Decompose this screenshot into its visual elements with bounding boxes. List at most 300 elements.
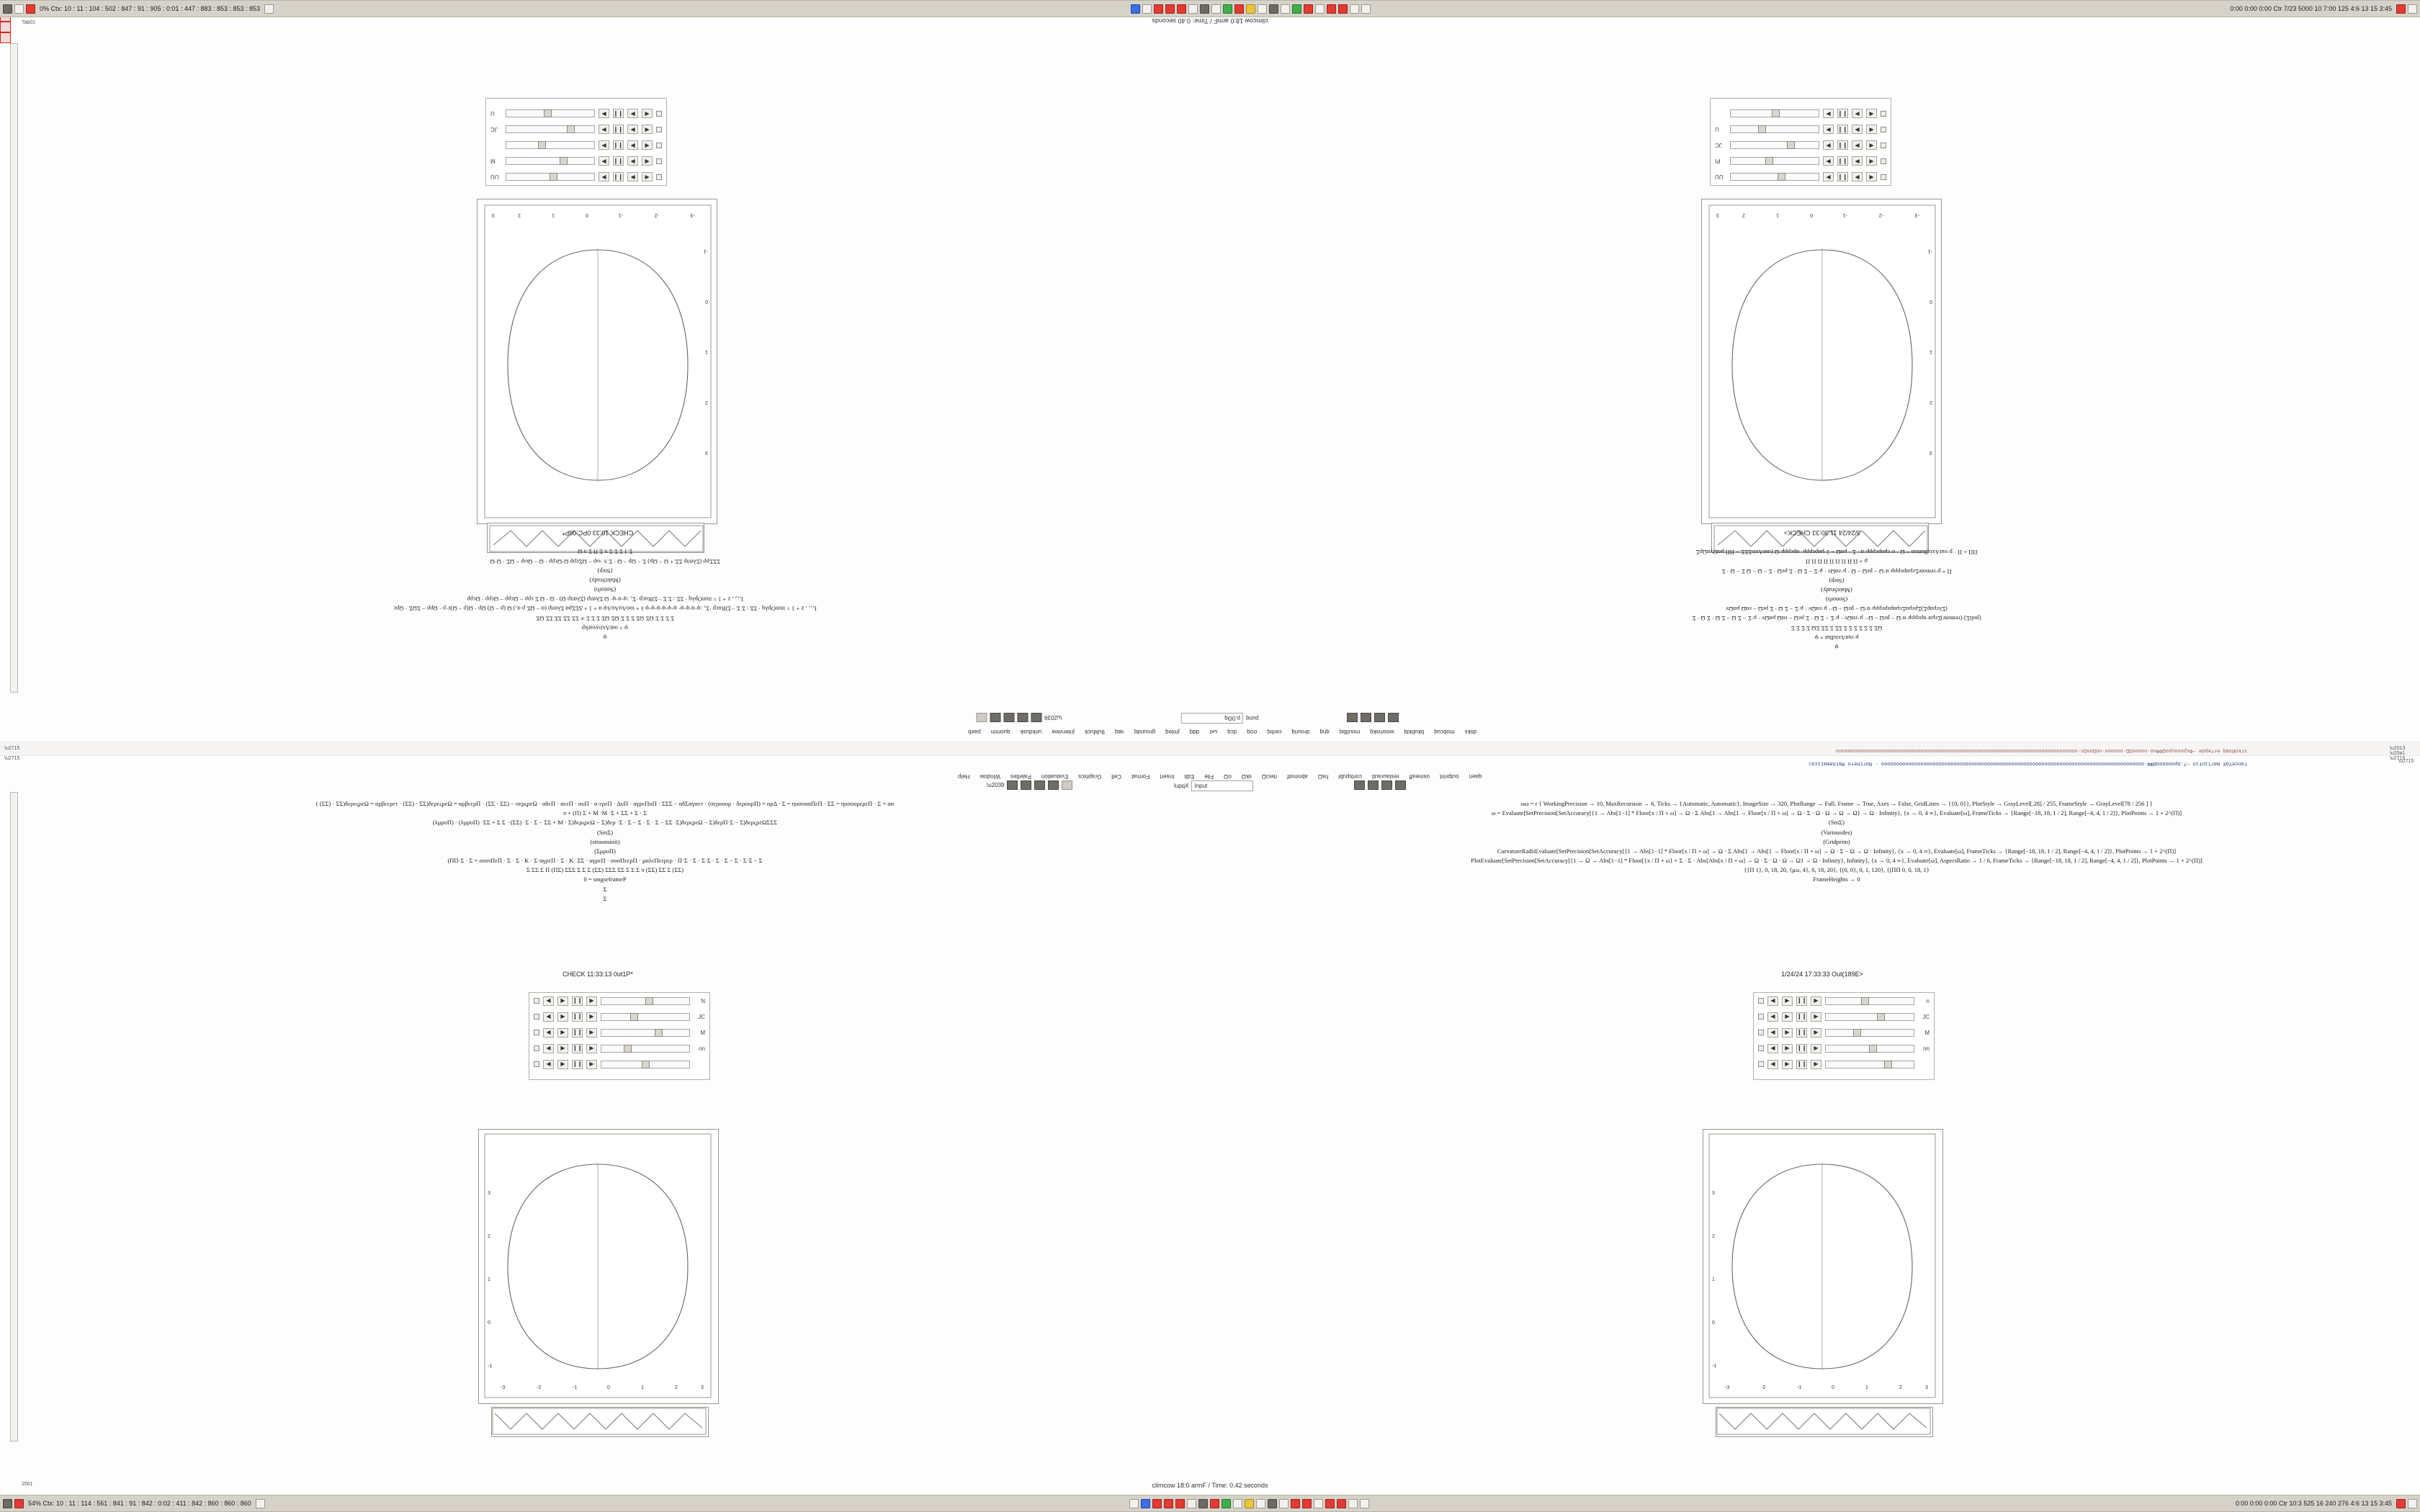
slider-row[interactable] [1754,1040,1934,1056]
math-line: (λμρυΠ) · (λμρυΠ) ·ΣΣ + Σ Σ · (ΣΣ) ·Σ · Σ − ΣΣ + Μ · Σ)δερςρεΩ − Σ)δερ ·Σ · Σ − Σ · Σ · Σ − ΣΣ ·Σ)δερςρεΩ − Σ)δερΠ·Σ − Σ)δερςρεΩΣΣΣ [432,819,778,827]
toolbar-cell[interactable] [1003,713,1014,722]
app-icon-14[interactable] [1281,4,1290,14]
arrow-left-icon[interactable]: ◀ [1866,141,1877,150]
pause-icon[interactable]: ❙❙ [1796,996,1807,1006]
pause-icon[interactable]: ❙❙ [572,1044,583,1053]
slider-track[interactable] [601,1061,690,1068]
menu-item[interactable]: moutlbq [1339,729,1361,735]
slider-row[interactable] [1711,153,1891,169]
arrow-left-icon[interactable]: ◀ [543,1028,554,1038]
menu-item[interactable]: hsΩ [1317,773,1329,780]
app-icon-17[interactable] [1315,4,1325,14]
app-icon-11[interactable] [1246,4,1255,14]
menu-item[interactable]: Edit [1184,773,1195,780]
pause-icon[interactable]: ❙❙ [1796,1028,1807,1038]
play-reverse-icon[interactable]: ▶ [627,125,638,135]
arrow-left-icon[interactable]: ◀ [642,173,653,182]
plot-bottom-right-strip[interactable] [1716,1407,1933,1437]
app-icon-20[interactable] [1348,1499,1358,1508]
menu-item[interactable]: Window [980,773,1000,780]
caption-bottom-right: 1/24/24 17:33:33 Out(189E> [1781,971,1863,978]
play-reverse-icon[interactable]: ▶ [1782,1028,1793,1038]
menu-item[interactable]: 9uMuck [1084,729,1105,735]
arrow-left-icon[interactable]: ◀ [543,1060,554,1069]
play-reverse-icon[interactable]: ▶ [557,1012,568,1022]
menu-strip-upper-1[interactable] [958,729,1476,735]
slider-row[interactable] [486,106,666,122]
menu-strip-upper-2[interactable] [958,773,1482,780]
step-icon[interactable]: ▶ [586,996,597,1006]
plot-bottom-left-strip[interactable] [491,1407,709,1437]
slider-row[interactable] [486,138,666,153]
bottom-left-icons[interactable] [0,1495,268,1511]
app-icon-21[interactable] [1360,1499,1369,1508]
slider-track[interactable] [1730,174,1819,181]
slider-track[interactable] [1730,126,1819,134]
play-reverse-icon[interactable]: ▶ [627,173,638,182]
bottom-system-bar[interactable] [0,1495,2420,1512]
menu-item[interactable]: qnq [1319,729,1330,735]
step-icon[interactable]: ▶ [586,1044,597,1053]
math-line: (SmΣ) [1829,819,1845,827]
step-icon[interactable]: ▶ [1811,1028,1821,1038]
drag-handle-icon[interactable] [656,158,662,164]
pause-icon[interactable]: ❙❙ [572,1012,583,1022]
mid-toolbar-upper-right[interactable] [1347,713,1399,722]
pause-icon[interactable]: ❙❙ [1796,1060,1807,1069]
top-system-bar[interactable] [0,0,2420,17]
pause-icon[interactable]: ❙❙ [572,1028,583,1038]
pause-icon[interactable]: ❙❙ [1796,1012,1807,1022]
menu-item[interactable]: jnterview [1052,729,1075,735]
toolbar-cell[interactable] [1388,713,1399,722]
play-reverse-icon[interactable]: ▶ [1852,173,1863,182]
top-left-icons[interactable] [0,1,277,17]
slider-track[interactable] [1825,997,1914,1005]
arrow-left-icon[interactable]: ◀ [1767,1044,1778,1053]
menu-item[interactable]: Format [1131,773,1150,780]
drag-handle-icon[interactable] [534,1030,539,1035]
slider-track[interactable] [1730,158,1819,166]
arrow-left-icon[interactable]: ◀ [642,141,653,150]
slider-track[interactable] [601,1045,690,1053]
app-icon-4[interactable] [1164,1499,1173,1508]
menu-item[interactable]: quomm [990,729,1010,735]
drag-handle-icon[interactable] [1758,1030,1764,1035]
menu-item[interactable]: drouriq [1291,729,1310,735]
menu-item[interactable]: bkubklq [1404,729,1425,735]
drag-handle-icon[interactable] [1881,127,1886,132]
slider-row[interactable] [1711,138,1891,153]
drag-handle-icon[interactable] [656,174,662,180]
slider-row[interactable] [529,1025,709,1040]
app-icon-1[interactable] [1129,1499,1139,1508]
mid-input-upper[interactable] [1181,713,1259,724]
plot-bottom-left[interactable] [478,1129,719,1404]
window-divider[interactable] [0,742,2420,756]
app-icon-3[interactable] [1152,1499,1162,1508]
toolbar-cell[interactable] [1361,713,1371,722]
toolbar-cell[interactable] [1048,780,1059,790]
slider-panel-bottom-right[interactable] [1753,992,1935,1080]
play-reverse-icon[interactable]: ▶ [627,157,638,166]
arrow-left-icon[interactable]: ◀ [1767,1012,1778,1022]
menu-item[interactable]: cortspubl [1338,773,1362,780]
toolbar-cell[interactable] [990,713,1000,722]
step-icon[interactable]: ▶ [1811,1044,1821,1053]
record-icon[interactable] [14,1499,24,1508]
app-icon-19[interactable] [1338,4,1348,14]
app-icon-11[interactable] [1245,1499,1254,1508]
bottom-left-tab-label[interactable]: 2501 [22,1482,33,1487]
slider-label: JC [1922,1013,1930,1020]
close-icon-left-2[interactable]: \u2715 [4,756,20,761]
top-right-status[interactable] [2225,1,2420,17]
pause-icon[interactable]: ❙❙ [613,157,624,166]
toolbar-cell[interactable] [1007,780,1018,790]
app-icon-18[interactable] [1325,1499,1335,1508]
pause-icon[interactable]: ❙❙ [613,173,624,182]
app-icon-10[interactable] [1233,1499,1242,1508]
menu-item[interactable]: dsks [1464,729,1477,735]
arrow-left-icon[interactable]: ◀ [642,109,653,119]
pause-icon[interactable]: ❙❙ [572,1060,583,1069]
drag-handle-icon[interactable] [1881,111,1886,117]
slider-track[interactable] [1825,1061,1914,1068]
pause-icon[interactable]: ❙❙ [1837,141,1848,150]
app-icon-13[interactable] [1269,4,1278,14]
play-reverse-icon[interactable]: ▶ [627,141,638,150]
pause-icon[interactable]: ❙❙ [613,125,624,135]
toolbar-cell[interactable] [1354,780,1365,790]
menu-item[interactable]: abnmotf [1287,773,1308,780]
battery-icon[interactable] [2396,4,2406,14]
bottom-right-status[interactable] [2231,1495,2420,1511]
menu-item[interactable]: unkdusk [1020,729,1042,735]
folder-icon[interactable] [14,4,24,14]
menu-item[interactable]: skΩ [1241,773,1252,780]
slider-track[interactable] [601,1013,690,1021]
slider-row[interactable] [529,1040,709,1056]
step-icon[interactable]: ▶ [1823,109,1834,119]
app-icon-9[interactable] [1222,1499,1231,1508]
step-icon[interactable]: ▶ [1823,141,1834,150]
step-icon[interactable]: ▶ [1823,125,1834,135]
app-icon-1[interactable] [1131,4,1140,14]
top-center-toolbar[interactable] [1128,1,1373,17]
arrow-left-icon[interactable]: ◀ [543,1044,554,1053]
play-reverse-icon[interactable]: ▶ [1852,109,1863,119]
menu-item[interactable]: dcq [1227,729,1237,735]
app-icon-10[interactable] [1234,4,1244,14]
svg-text:-3: -3 [1914,212,1919,217]
app-icon-12[interactable] [1258,4,1267,14]
menu-item[interactable]: mobcuq [1434,729,1455,735]
slider-panel-top-left[interactable] [485,98,667,186]
drag-handle-icon[interactable] [534,1014,539,1020]
toolbar-cell[interactable] [1031,713,1041,722]
app-icon-8[interactable] [1210,1499,1219,1508]
app-icon-8[interactable] [1211,4,1221,14]
toolbar-cell[interactable] [1381,780,1392,790]
drag-handle-icon[interactable] [1881,174,1886,180]
toolbar-cell[interactable] [1347,713,1358,722]
toolbar-cell[interactable] [1017,713,1028,722]
top-right-clock: 0:00 0:00 0:00 Ctr 7/23 5000 10 7:00 125 4:6 13 15 3:45 [2230,5,2392,12]
play-reverse-icon[interactable]: ▶ [1852,157,1863,166]
slider-row[interactable] [486,122,666,138]
drag-handle-icon[interactable] [1758,1045,1764,1051]
app-icon-6[interactable] [1187,1499,1196,1508]
step-icon[interactable]: ▶ [1823,173,1834,182]
left-rail-bottom[interactable] [10,792,18,1441]
menu-item[interactable]: jmteq [1165,729,1180,735]
slider-track[interactable] [1825,1013,1914,1021]
toolbar-cell[interactable] [1395,780,1406,790]
page-icon[interactable] [256,1499,265,1508]
toolbar-cell[interactable] [1021,780,1031,790]
app-icon-16[interactable] [1302,1499,1312,1508]
step-icon[interactable]: ▶ [599,157,609,166]
slider-row[interactable] [1711,106,1891,122]
drag-handle-icon[interactable] [1758,998,1764,1004]
app-icon-21[interactable] [1361,4,1371,14]
drag-handle-icon[interactable] [534,998,539,1004]
slider-track[interactable] [506,126,595,134]
menu-item[interactable]: paeb [968,729,981,735]
slider-track[interactable] [601,1029,690,1037]
slider-track[interactable] [506,174,595,181]
pause-icon[interactable]: ❙❙ [572,996,583,1006]
arrow-left-icon[interactable]: ◀ [543,1012,554,1022]
arrow-left-icon[interactable]: ◀ [1767,1060,1778,1069]
toolbar-cell[interactable] [1062,780,1072,790]
pause-icon[interactable]: ❙❙ [613,141,624,150]
menu-item[interactable]: restaurauti [1371,773,1399,780]
app-icon-15[interactable] [1292,4,1301,14]
menu-item[interactable]: qaen [1469,773,1482,780]
slider-row[interactable] [529,1009,709,1025]
slider-panel-top-right[interactable] [1710,98,1891,186]
menu-item[interactable]: σΩ [1224,773,1232,780]
slider-row[interactable] [486,169,666,185]
arrow-left-icon[interactable]: ◀ [642,125,653,135]
mid-input-field-lower[interactable]: Input [1191,780,1253,791]
app-icon-14[interactable] [1279,1499,1289,1508]
menu-item[interactable]: Graphics [1078,773,1102,780]
math-line: (Sonorb) [1825,596,1848,604]
slider-row[interactable] [1711,122,1891,138]
math-line: Σ Σ Σ Σ ΩΣ ΩΣ Σ Σ Σ ΩΣ ΩΣ Σ Σ Σ ∞ ΣΣ ΣΣ ΣΣ ΣΣ ΩΣ [536,615,674,623]
highlight-box-4[interactable] [0,32,11,43]
slider-row[interactable] [1711,169,1891,185]
pause-icon[interactable]: ❙❙ [613,109,624,119]
step-icon[interactable]: ▶ [586,1028,597,1038]
drag-handle-icon[interactable] [1881,143,1886,148]
menu-item[interactable]: Cell [1111,773,1121,780]
app-icon-2[interactable] [1142,4,1152,14]
record-icon[interactable] [26,4,35,14]
step-icon[interactable]: ▶ [1811,996,1821,1006]
play-reverse-icon[interactable]: ▶ [1782,1060,1793,1069]
slider-track[interactable] [506,110,595,118]
app-icon-2[interactable] [1141,1499,1150,1508]
toolbar-cell[interactable] [1374,713,1385,722]
slider-row[interactable] [1754,993,1934,1009]
play-reverse-icon[interactable]: ▶ [1782,1012,1793,1022]
drag-handle-icon[interactable] [534,1045,539,1051]
step-icon[interactable]: ▶ [586,1012,597,1022]
slider-track[interactable] [506,142,595,150]
slider-row[interactable] [529,993,709,1009]
menu-item[interactable]: cerbq [1267,729,1282,735]
play-reverse-icon[interactable]: ▶ [1782,996,1793,1006]
close-icon-right[interactable]: \u2715 [2398,759,2414,764]
play-reverse-icon[interactable]: ▶ [557,1044,568,1053]
slider-track[interactable] [1730,110,1819,118]
play-reverse-icon[interactable]: ▶ [627,109,638,119]
step-icon[interactable]: ▶ [599,109,609,119]
mid-toolbar-upper-left[interactable] [976,713,1062,722]
arrow-left-icon[interactable]: ◀ [1866,173,1877,182]
arrow-left-icon[interactable]: ◀ [1866,157,1877,166]
step-icon[interactable]: ▶ [599,125,609,135]
slider-track[interactable] [1825,1045,1914,1053]
step-icon[interactable]: ▶ [599,141,609,150]
menu-item[interactable]: ωσ [1209,729,1218,735]
menu-item[interactable]: outprint [1439,773,1459,780]
play-reverse-icon[interactable]: ▶ [557,1060,568,1069]
menu-item[interactable]: Insert [1160,773,1175,780]
app-icon-13[interactable] [1268,1499,1277,1508]
menu-item[interactable]: Help [958,773,970,780]
drag-handle-icon[interactable] [534,1061,539,1067]
app-icon-4[interactable] [1165,4,1175,14]
app-icon-5[interactable] [1177,4,1186,14]
menu-item[interactable]: groundq [1134,729,1156,735]
slider-track[interactable] [601,997,690,1005]
plot-top-right[interactable] [1701,199,1942,524]
battery-icon[interactable] [2396,1499,2406,1508]
app-icon-3[interactable] [1154,4,1163,14]
play-reverse-icon[interactable]: ▶ [1782,1044,1793,1053]
arrow-left-icon[interactable]: ◀ [1767,996,1778,1006]
mid-toolbar-lower-right[interactable] [1354,780,1406,790]
plot-top-left[interactable] [477,199,717,524]
menu-item[interactable]: wosmskq [1370,729,1394,735]
pause-icon[interactable]: ❙❙ [1837,157,1848,166]
bottom-center-toolbar[interactable] [1126,1495,1372,1511]
math-block-top-right [1325,547,2348,652]
menu-item[interactable]: rteciΩ [1261,773,1278,780]
app-icon-12[interactable] [1256,1499,1265,1508]
top-left-tab-label[interactable]: Tab01 [22,20,36,25]
slider-track[interactable] [506,158,595,166]
menu-item[interactable]: чвq [1114,729,1124,735]
app-icon-16[interactable] [1304,4,1313,14]
toolbar-cell[interactable] [976,713,987,722]
mid-input-field-upper[interactable]: p.0Θq [1181,713,1243,724]
app-icon-19[interactable] [1337,1499,1346,1508]
play-reverse-icon[interactable]: ▶ [557,1028,568,1038]
drag-handle-icon[interactable] [1758,1061,1764,1067]
drag-handle-icon[interactable] [1758,1014,1764,1020]
app-icon-9[interactable] [1223,4,1232,14]
pause-icon[interactable]: ❙❙ [1837,173,1848,182]
slider-track[interactable] [1825,1029,1914,1037]
drag-handle-icon[interactable] [656,127,662,132]
arrow-left-icon[interactable]: ◀ [1866,109,1877,119]
app-icon-17[interactable] [1314,1499,1323,1508]
app-icon-18[interactable] [1327,4,1336,14]
slider-label: n [1926,997,1930,1004]
menu-item[interactable]: File [1204,773,1214,780]
menu-icon[interactable] [3,1499,12,1508]
step-icon[interactable]: ▶ [1811,1012,1821,1022]
drag-handle-icon[interactable] [656,111,662,117]
menu-item[interactable]: σσq [1247,729,1258,735]
network-icon[interactable] [2408,1499,2417,1508]
slider-label: nn [699,1045,705,1052]
step-icon[interactable]: ▶ [1823,157,1834,166]
arrow-left-icon[interactable]: ◀ [1767,1028,1778,1038]
menu-item[interactable]: Evaluation [1041,773,1069,780]
toolbar-cell[interactable] [1368,780,1379,790]
menu-item[interactable]: ddq [1189,729,1200,735]
step-icon[interactable]: ▶ [586,1060,597,1069]
pause-icon[interactable]: ❙❙ [1796,1044,1807,1053]
plot-bottom-right[interactable] [1703,1129,1943,1404]
play-reverse-icon[interactable]: ▶ [1852,125,1863,135]
app-icon-20[interactable] [1350,4,1359,14]
page-icon[interactable] [264,4,274,14]
minimize-icon-right[interactable]: \u2013 \u25a1 \u2715 [2390,746,2406,761]
slider-row[interactable] [1754,1056,1934,1072]
step-icon[interactable]: ▶ [1811,1060,1821,1069]
menu-item[interactable]: Palettes [1010,773,1031,780]
slider-row[interactable] [529,1056,709,1072]
app-icon-6[interactable] [1188,4,1198,14]
mid-toolbar-lower-left[interactable] [987,780,1072,790]
toolbar-cell[interactable] [1034,780,1045,790]
left-rail-top[interactable] [10,43,18,693]
drag-handle-icon[interactable] [1881,158,1886,164]
slider-panel-bottom-left[interactable] [529,992,710,1080]
arrow-left-icon[interactable]: ◀ [1866,125,1877,135]
app-icon-7[interactable] [1198,1499,1208,1508]
arrow-left-icon[interactable]: ◀ [642,157,653,166]
app-icon-7[interactable] [1200,4,1209,14]
pause-icon[interactable]: ❙❙ [1837,109,1848,119]
close-icon-left-1[interactable]: \u2715 [4,746,20,751]
play-reverse-icon[interactable]: ▶ [1852,141,1863,150]
pause-icon[interactable]: ❙❙ [1837,125,1848,135]
slider-row[interactable] [486,153,666,169]
drag-handle-icon[interactable] [656,143,662,148]
slider-row[interactable] [1754,1009,1934,1025]
play-reverse-icon[interactable]: ▶ [557,996,568,1006]
app-icon-15[interactable] [1291,1499,1300,1508]
network-icon[interactable] [2408,4,2417,14]
arrow-left-icon[interactable]: ◀ [543,996,554,1006]
menu-item[interactable]: osmeaff [1409,773,1430,780]
menu-icon[interactable] [3,4,12,14]
step-icon[interactable]: ▶ [599,173,609,182]
slider-track[interactable] [1730,142,1819,150]
mid-input-lower[interactable] [1174,780,1253,791]
slider-row[interactable] [1754,1025,1934,1040]
app-icon-5[interactable] [1175,1499,1185,1508]
